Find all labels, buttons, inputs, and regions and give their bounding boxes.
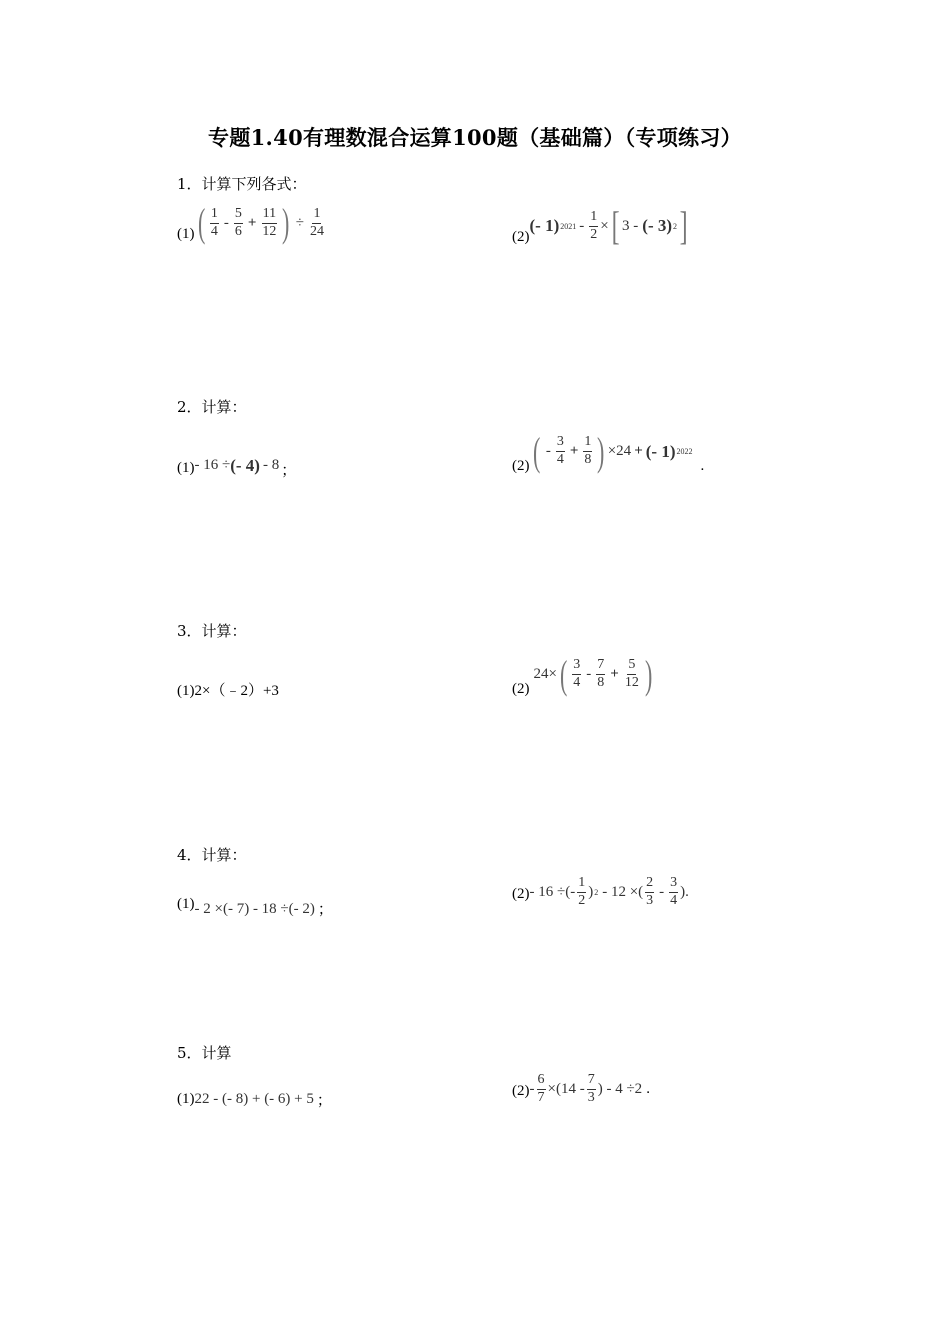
part-label: (2) <box>512 458 530 474</box>
question-1-heading: 1．计算下列各式： <box>177 175 307 193</box>
question-1-part-1 <box>177 200 327 245</box>
part-label: (1) <box>177 225 195 242</box>
question-3-part-2 <box>512 651 655 698</box>
part-label: (2) <box>512 885 530 902</box>
fraction: $\frac{1}{24}$ <box>309 205 324 239</box>
fraction: $\frac{7}{8}$ <box>597 657 605 690</box>
part-label: (1) <box>177 460 195 476</box>
fraction: $\frac{3}{4}$ <box>556 434 564 467</box>
fraction: $\frac{11}{12}$ <box>262 205 277 239</box>
math-expression: - $\frac{6}{7}$ ×(14 - $\frac{7}{3}$ ) - 4 ÷2 <box>529 1072 643 1105</box>
fraction: $\frac{5}{12}$ <box>624 657 639 690</box>
question-2-part-1: (1) - 16 ÷ (- 4) - 8 ； <box>177 455 297 479</box>
part-label: (2) <box>512 681 530 697</box>
part-label: (1) <box>177 896 195 912</box>
math-expression: 24× ( $\frac{3}{4}$ - $\frac{7}{8}$ + $\frac{5}{12}$ ) <box>533 651 653 697</box>
math-expression: - 16 ÷ (- 4) - 8 <box>194 455 280 475</box>
part-label: (1) <box>177 1091 195 1107</box>
question-5-heading: 5．计算 <box>177 1044 232 1062</box>
question-4-part-1: (1) - 2 ×(- 7) - 18 ÷(- 2) ； <box>177 896 333 918</box>
question-4-part-2 <box>512 876 689 908</box>
math-expression: - 16 ÷(- $\frac{1}{2}$ ) 2 - 12 ×( $\frac{2}{3}$ - $\frac{3}{4}$ ). <box>529 875 689 908</box>
fraction: $\frac{5}{6}$ <box>234 205 242 239</box>
question-4-heading: 4．计算： <box>177 846 247 864</box>
fraction: $\frac{1}{4}$ <box>210 205 218 239</box>
math-expression: - 2 ×(- 7) - 18 ÷(- 2) <box>194 901 315 917</box>
math-expression: (- 1) 2021 - $\frac{1}{2}$ × [ 3 - (- 3) 2 ] <box>529 203 688 248</box>
question-3-part-1 <box>177 679 279 700</box>
part-label: (1)2×（﹣2）+3 <box>177 683 279 699</box>
part-label: (2) <box>512 1082 530 1099</box>
fraction: $\frac{1}{8}$ <box>584 434 592 467</box>
math-expression: 22 - (- 8) + (- 6) + 5 <box>194 1091 314 1107</box>
math-expression: ( $\frac{1}{4}$ - $\frac{5}{6}$ + $\frac{11}{12}$ ) ÷ $\frac{1}{24}$ <box>197 200 324 245</box>
fraction: $\frac{3}{4}$ <box>573 657 581 690</box>
question-1-part-2 <box>512 203 690 248</box>
math-expression: ( - $\frac{3}{4}$ + $\frac{1}{8}$ ) ×24 + (- 1) 2022 <box>532 428 693 474</box>
fraction: $\frac{1}{2}$ <box>578 875 586 908</box>
fraction: $\frac{7}{3}$ <box>587 1072 595 1105</box>
fraction: $\frac{3}{4}$ <box>670 875 678 908</box>
page-title: 专题1.40有理数混合运算100题（基础篇）（专项练习） <box>208 125 742 150</box>
question-2-part-2: (2) ( - $\frac{3}{4}$ + $\frac{1}{8}$ ) ×24 + (- 1) 2022 . <box>512 428 705 474</box>
fraction: $\frac{2}{3}$ <box>646 875 654 908</box>
question-2-heading: 2．计算： <box>177 398 247 416</box>
question-5-part-1: (1) 22 - (- 8) + (- 6) + 5 ； <box>177 1091 332 1109</box>
question-5-part-2: (2) - $\frac{6}{7}$ ×(14 - $\frac{7}{3}$ ) - 4 ÷2 . <box>512 1072 650 1105</box>
question-3-heading: 3．计算： <box>177 622 247 640</box>
part-label: (2) <box>512 228 530 245</box>
fraction: $\frac{1}{2}$ <box>590 208 598 242</box>
fraction: $\frac{6}{7}$ <box>537 1072 545 1105</box>
